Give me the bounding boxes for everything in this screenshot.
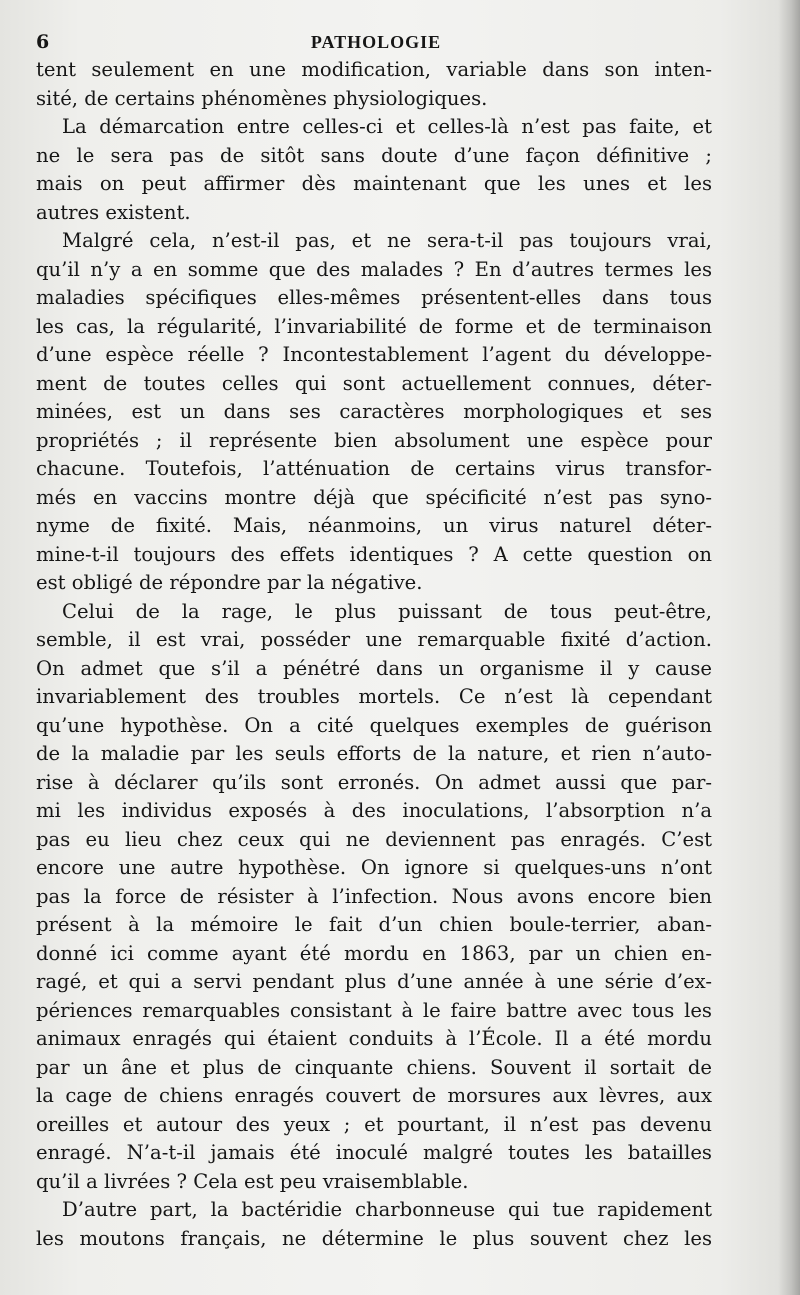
text-line: ragé, et qui a servi pendant plus d’une année à une série d’ex-	[36, 970, 712, 993]
text-line: invariablement des troubles mortels. Ce n’est là cependant	[36, 685, 712, 708]
text-line: encore une autre hypothèse. On ignore si quelques-uns n’ont	[36, 856, 712, 879]
text-line: tent seulement en une modification, variable dans son inten-	[36, 58, 712, 81]
text-line: maladies spécifiques elles-mêmes présentent-elles dans tous	[36, 286, 712, 309]
text-line: minées, est un dans ses caractères morphologiques et ses	[36, 400, 712, 423]
text-line: pas eu lieu chez ceux qui ne deviennent pas enragés. C’est	[36, 827, 712, 851]
text-line: oreilles et autour des yeux ; et pourtant, il n’est pas devenu	[36, 1112, 712, 1136]
text-line: par un âne et plus de cinquante chiens. Souvent il sortait de	[36, 1055, 712, 1079]
text-line: périences remarquables consistant à le faire battre avec tous les	[36, 998, 712, 1022]
text-line: ne le sera pas de sitôt sans doute d’une façon définitive ;	[36, 143, 712, 167]
text-line: enragé. N’a-t-il jamais été inoculé malgré toutes les batailles	[36, 1141, 712, 1164]
text-line: nyme de fixité. Mais, néanmoins, un virus naturel déter-	[36, 514, 712, 537]
text-line: semble, il est vrai, posséder une remarquable fixité d’action.	[36, 628, 712, 651]
text-line: Malgré cela, n’est-il pas, et ne sera-t-il pas toujours vrai,	[62, 229, 712, 252]
text-line: més en vaccins montre déjà que spécificité n’est pas syno-	[36, 485, 712, 509]
running-head: PATHOLOGIE	[310, 32, 442, 52]
page-number: 6	[36, 31, 50, 53]
text-line: rise à déclarer qu’ils sont erronés. On admet aussi que par-	[36, 770, 712, 794]
text-line: propriétés ; il représente bien absolument une espèce pour	[36, 428, 712, 452]
text-line: mi les individus exposés à des inoculations, l’absorption n’a	[36, 799, 712, 822]
text-line: D’autre part, la bactéridie charbonneuse qui tue rapidement	[62, 1198, 712, 1221]
text-line: chacune. Toutefois, l’atténuation de certains virus transfor-	[36, 457, 712, 480]
text-line: autres existent.	[36, 200, 191, 224]
text-line: les cas, la régularité, l’invariabilité de forme et de terminaison	[36, 314, 712, 338]
text-line: ment de toutes celles qui sont actuellement connues, déter-	[36, 371, 712, 395]
text-line: qu’il a livrées ? Cela est peu vraisemblable.	[36, 1169, 469, 1193]
text-line: de la maladie par les seuls efforts de la nature, et rien n’auto-	[36, 742, 712, 765]
text-line: la cage de chiens enragés couvert de morsures aux lèvres, aux	[36, 1084, 712, 1107]
text-line: mine-t-il toujours des effets identiques ? A cette question on	[36, 542, 712, 566]
text-line: pas la force de résister à l’infection. Nous avons encore bien	[36, 884, 712, 908]
text-line: mais on peut affirmer dès maintenant que les unes et les	[36, 172, 712, 195]
text-line: animaux enragés qui étaient conduits à l’École. Il a été mordu	[36, 1027, 712, 1050]
text-line: d’une espèce réelle ? Incontestablement l’agent du développe-	[36, 343, 712, 366]
page-edge-shadow	[778, 0, 800, 1295]
text-line: est obligé de répondre par la négative.	[36, 571, 423, 594]
body-text	[36, 56, 712, 1253]
page-header	[36, 28, 716, 58]
text-line: présent à la mémoire le fait d’un chien boule-terrier, aban-	[36, 913, 712, 936]
text-line: donné ici comme ayant été mordu en 1863, par un chien en-	[36, 941, 712, 965]
text-line: qu’une hypothèse. On a cité quelques exemples de guérison	[36, 713, 712, 737]
text-line: On admet que s’il a pénétré dans un organisme il y cause	[36, 656, 712, 680]
text-line: les moutons français, ne détermine le plus souvent chez les	[36, 1226, 712, 1250]
text-line: qu’il n’y a en somme que des malades ? En d’autres termes les	[36, 257, 712, 281]
text-line: La démarcation entre celles-ci et celles-là n’est pas faite, et	[62, 115, 712, 138]
text-line: Celui de la rage, le plus puissant de tous peut-être,	[62, 599, 712, 623]
text-line: sité, de certains phénomènes physiologiques.	[36, 86, 488, 110]
